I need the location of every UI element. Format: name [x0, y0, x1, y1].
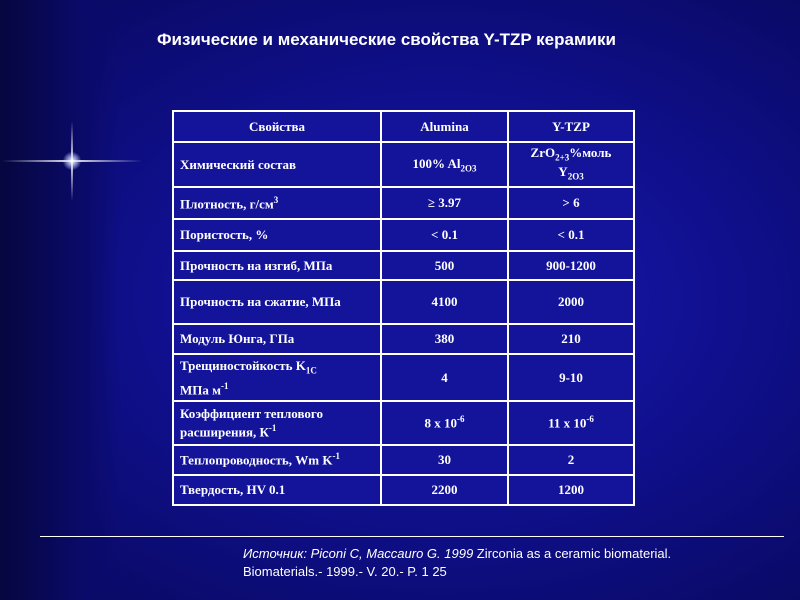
row-alumina: 4100: [381, 280, 508, 324]
row-ytzp: 1200: [508, 475, 634, 505]
slide-title: Физические и механические свойства Y-TZP керамики: [157, 30, 616, 49]
row-alumina: 2200: [381, 475, 508, 505]
properties-table: [172, 110, 635, 506]
row-alumina: 30: [381, 445, 508, 475]
row-property: Теплопроводность, Wm $K^{-1}$: [173, 445, 381, 475]
row-ytzp: 9-10: [508, 354, 634, 401]
row-property: Прочность на изгиб, МПа: [173, 251, 381, 280]
row-property: Коэффициент теплового расширения, $К^{-1}$: [173, 401, 381, 445]
table-row: [173, 280, 634, 324]
row-property: Твердость, HV 0.1: [173, 475, 381, 505]
divider-line: [40, 536, 784, 537]
row-ytzp: 2000: [508, 280, 634, 324]
table-row: [173, 445, 634, 475]
table-row: [173, 354, 634, 401]
row-ytzp: > 6: [508, 187, 634, 219]
source-journal: Biomaterials.- 1999.- V. 20.- P. 1 25: [243, 564, 447, 579]
table-row: [173, 324, 634, 354]
row-ytzp: < 0.1: [508, 219, 634, 251]
row-property: Пористость, %: [173, 219, 381, 251]
row-property: Трещиностойкость $K_{1C}$ МПа $м^{-1}$: [173, 354, 381, 401]
row-ytzp: 11 x $10^{-6}$: [508, 401, 634, 445]
row-alumina: 100% $Al_{2O3}$: [381, 142, 508, 187]
table-row: [173, 251, 634, 280]
row-alumina: 500: [381, 251, 508, 280]
row-property: Химический состав: [173, 142, 381, 187]
source-citation: [243, 545, 783, 581]
row-ytzp: ZrO$_{2+3}$%моль $Y_{2O3}$: [508, 142, 634, 187]
table-row: [173, 142, 634, 187]
table-header-row: [173, 111, 634, 142]
row-ytzp: 2: [508, 445, 634, 475]
row-alumina: 380: [381, 324, 508, 354]
row-alumina: 8 x $10^{-6}$: [381, 401, 508, 445]
row-property: Прочность на сжатие, МПа: [173, 280, 381, 324]
row-property: Модуль Юнга, ГПа: [173, 324, 381, 354]
header-alumina: Alumina: [381, 111, 508, 142]
table-row: [173, 475, 634, 505]
decorative-left-band: [0, 0, 120, 600]
header-ytzp: Y-TZP: [508, 111, 634, 142]
row-alumina: ≥ 3.97: [381, 187, 508, 219]
row-property: Плотность, $г/см^3$: [173, 187, 381, 219]
source-authors: Источник: Piconi C, Maccauro G. 1999: [243, 546, 474, 561]
row-ytzp: 210: [508, 324, 634, 354]
row-alumina: 4: [381, 354, 508, 401]
table-row: [173, 187, 634, 219]
source-title: Zirconia as a ceramic biomaterial.: [473, 546, 672, 561]
table-row: [173, 401, 634, 445]
row-alumina: < 0.1: [381, 219, 508, 251]
header-property: Свойства: [173, 111, 381, 142]
row-ytzp: 900-1200: [508, 251, 634, 280]
table-row: [173, 219, 634, 251]
